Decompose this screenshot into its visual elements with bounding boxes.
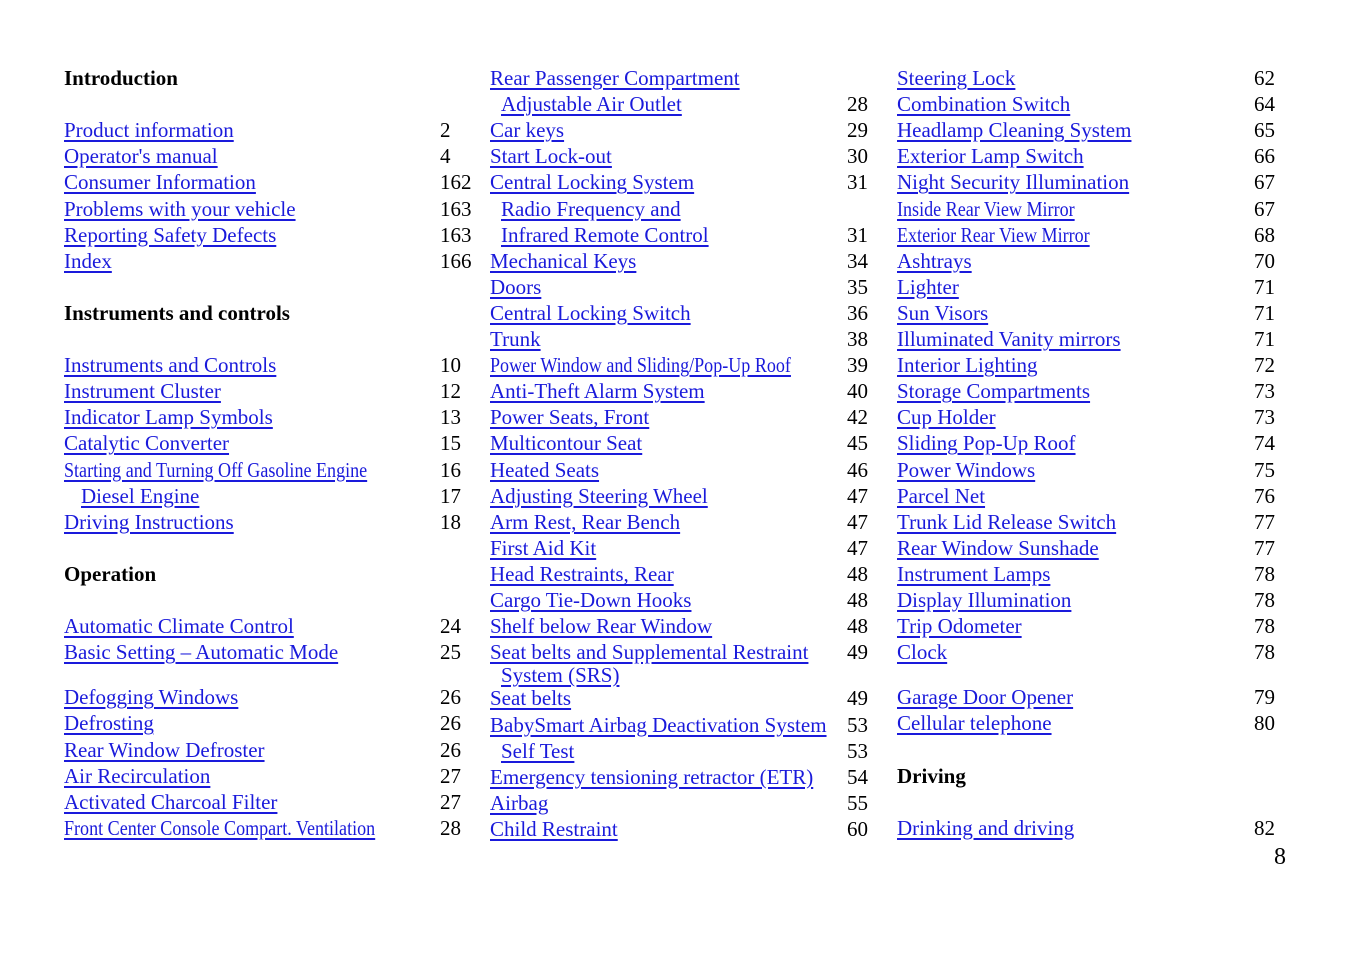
toc-page-number: 72 bbox=[1254, 353, 1275, 378]
page-number: 8 bbox=[1274, 844, 1286, 870]
toc-page-number: 2 bbox=[440, 118, 451, 143]
toc-entry bbox=[64, 378, 480, 404]
toc-page-number: 67 bbox=[1254, 170, 1275, 195]
toc-entry bbox=[897, 684, 1294, 710]
toc-page-number: 64 bbox=[1254, 92, 1275, 117]
toc-link[interactable]: Air Recirculation bbox=[64, 763, 211, 788]
toc-entry bbox=[490, 404, 887, 430]
toc-link[interactable]: Inside Rear View Mirror bbox=[897, 196, 1075, 221]
toc-link[interactable]: Reporting Safety Defects bbox=[64, 222, 277, 247]
toc-page-number: 26 bbox=[440, 685, 461, 710]
toc-entry bbox=[897, 483, 1294, 509]
toc-link[interactable]: Infrared Remote Control bbox=[501, 222, 709, 247]
toc-link[interactable]: Rear Window Sunshade bbox=[897, 535, 1099, 560]
toc-link[interactable]: Radio Frequency and bbox=[501, 196, 681, 221]
toc-link[interactable]: Defogging Windows bbox=[64, 685, 239, 710]
toc-page-number: 54 bbox=[847, 764, 868, 789]
toc-page-number: 65 bbox=[1254, 118, 1275, 143]
toc-entry bbox=[490, 509, 887, 535]
toc-entry bbox=[490, 222, 887, 248]
toc-link[interactable]: Activated Charcoal Filter bbox=[64, 789, 278, 814]
toc-entry bbox=[897, 196, 1294, 222]
toc-page-number: 18 bbox=[440, 509, 461, 534]
toc-link[interactable]: Cargo Tie-Down Hooks bbox=[490, 588, 692, 612]
toc-link[interactable]: Emergency tensioning retractor (ETR) bbox=[490, 764, 814, 789]
toc-entry bbox=[897, 274, 1294, 300]
toc-link[interactable]: System (SRS) bbox=[501, 663, 620, 688]
toc-entry bbox=[897, 613, 1294, 639]
toc-page-number: 4 bbox=[440, 144, 451, 169]
toc-link[interactable]: Product information bbox=[64, 118, 234, 143]
toc-page-number: 71 bbox=[1254, 274, 1275, 299]
toc-link[interactable]: First Aid Kit bbox=[490, 535, 597, 560]
toc-entry bbox=[897, 457, 1294, 483]
toc-link[interactable]: Airbag bbox=[490, 790, 549, 815]
toc-page-number: 70 bbox=[1254, 248, 1275, 273]
toc-link[interactable]: Rear Passenger Compartment bbox=[490, 66, 740, 90]
toc-page-number: 45 bbox=[847, 431, 868, 456]
toc-page-number: 47 bbox=[847, 509, 868, 534]
toc-page-number: 67 bbox=[1254, 196, 1275, 221]
toc-link[interactable]: Instrument Lamps bbox=[897, 561, 1051, 586]
toc-entry bbox=[490, 457, 887, 483]
toc-link[interactable]: Sun Visors bbox=[897, 300, 989, 325]
toc-entry bbox=[490, 639, 887, 665]
toc-link[interactable]: Garage Door Opener bbox=[897, 685, 1074, 710]
toc-link[interactable]: Central Locking System bbox=[490, 170, 695, 195]
toc-entry bbox=[490, 738, 887, 764]
toc-page-number: 28 bbox=[440, 815, 461, 840]
toc-page-number: 27 bbox=[440, 789, 461, 814]
toc-link[interactable]: Head Restraints, Rear bbox=[490, 561, 674, 586]
toc-page-number: 13 bbox=[440, 405, 461, 430]
toc-link[interactable]: Multicontour Seat bbox=[490, 431, 643, 456]
toc-link[interactable]: Defrosting bbox=[64, 711, 154, 736]
toc-page-number: 34 bbox=[847, 248, 868, 273]
toc-page-number: 29 bbox=[847, 118, 868, 143]
toc-entry bbox=[64, 196, 480, 222]
toc-link[interactable]: Catalytic Converter bbox=[64, 431, 230, 456]
toc-page-number: 30 bbox=[847, 144, 868, 169]
toc-page-number: 31 bbox=[847, 222, 868, 247]
toc-link[interactable]: Trunk bbox=[490, 327, 541, 351]
toc-entry bbox=[64, 684, 480, 710]
section-heading: Driving bbox=[897, 763, 966, 788]
toc-entry bbox=[490, 117, 887, 143]
toc-page-number: 76 bbox=[1254, 483, 1275, 508]
toc-page-number: 73 bbox=[1254, 405, 1275, 430]
toc-link[interactable]: Basic Setting – Automatic Mode bbox=[64, 640, 339, 665]
toc-page-number: 163 bbox=[440, 222, 472, 247]
toc-link[interactable]: Sliding Pop-Up Roof bbox=[897, 431, 1076, 456]
toc-entry bbox=[64, 815, 480, 841]
toc-entry bbox=[64, 639, 480, 665]
toc-entry bbox=[490, 169, 887, 195]
toc-entry bbox=[490, 378, 887, 404]
toc-page-number: 25 bbox=[440, 640, 461, 665]
toc-link[interactable]: Rear Window Defroster bbox=[64, 737, 265, 762]
toc-link[interactable]: Anti-Theft Alarm System bbox=[490, 379, 705, 404]
toc-link[interactable]: Consumer Information bbox=[64, 170, 256, 195]
toc-link[interactable]: Night Security Illumination bbox=[897, 170, 1130, 195]
toc-link[interactable]: Doors bbox=[490, 274, 542, 299]
toc-page-number: 26 bbox=[440, 711, 461, 736]
toc-page-number: 60 bbox=[847, 816, 868, 841]
toc-entry bbox=[897, 535, 1294, 561]
toc-link[interactable]: Front Center Console Compart. Ventilation bbox=[64, 815, 376, 840]
toc-link[interactable]: Combination Switch bbox=[897, 92, 1071, 117]
toc-page-number: 71 bbox=[1254, 300, 1275, 325]
toc-link[interactable]: Central Locking Switch bbox=[490, 300, 691, 325]
toc-entry bbox=[64, 248, 480, 274]
toc-page-number: 15 bbox=[440, 431, 461, 456]
toc-entry bbox=[64, 789, 480, 815]
toc-page-number: 55 bbox=[847, 790, 868, 815]
toc-entry bbox=[64, 352, 480, 378]
toc-entry bbox=[897, 430, 1294, 456]
toc-page-number: 16 bbox=[440, 457, 461, 482]
toc-entry bbox=[897, 222, 1294, 248]
toc-entry bbox=[64, 404, 480, 430]
toc-link[interactable]: Trunk Lid Release Switch bbox=[897, 509, 1117, 534]
toc-entry bbox=[490, 430, 887, 456]
toc-entry bbox=[490, 196, 887, 222]
toc-page-number: 49 bbox=[847, 640, 868, 665]
toc-entry bbox=[490, 65, 887, 91]
toc-link[interactable]: Exterior Lamp Switch bbox=[897, 144, 1084, 169]
toc-entry bbox=[64, 457, 480, 483]
section-heading: Introduction bbox=[64, 66, 178, 90]
toc-entry bbox=[897, 300, 1294, 326]
toc-entry bbox=[490, 300, 887, 326]
toc-page-number: 48 bbox=[847, 588, 868, 612]
toc-page-number: 163 bbox=[440, 196, 472, 221]
toc-entry bbox=[897, 143, 1294, 169]
toc-link[interactable]: Power Window and Sliding/Pop-Up Roof bbox=[490, 353, 791, 378]
toc-page-number: 162 bbox=[440, 170, 472, 195]
toc-entry bbox=[897, 326, 1294, 352]
toc-link[interactable]: Car keys bbox=[490, 118, 565, 143]
toc-link[interactable]: Illuminated Vanity mirrors bbox=[897, 327, 1121, 351]
toc-entry bbox=[897, 65, 1294, 91]
toc-entry bbox=[897, 404, 1294, 430]
toc-page-number: 82 bbox=[1254, 815, 1275, 840]
toc-page-number: 53 bbox=[847, 712, 868, 737]
toc-link[interactable]: Adjusting Steering Wheel bbox=[490, 483, 708, 508]
toc-entry bbox=[490, 535, 887, 561]
toc-entry bbox=[897, 352, 1294, 378]
toc-entry bbox=[897, 378, 1294, 404]
toc-page-number: 42 bbox=[847, 405, 868, 430]
toc-entry bbox=[64, 613, 480, 639]
toc-link[interactable]: Drinking and driving bbox=[897, 815, 1075, 840]
toc-link[interactable]: Seat belts bbox=[490, 686, 572, 711]
toc-page-number: 27 bbox=[440, 763, 461, 788]
toc-link[interactable]: Power Seats, Front bbox=[490, 405, 650, 430]
toc-link[interactable]: Self Test bbox=[501, 738, 575, 763]
section-heading: Operation bbox=[64, 561, 157, 586]
section-heading: Instruments and controls bbox=[64, 300, 290, 325]
toc-entry bbox=[64, 222, 480, 248]
toc-page-number: 48 bbox=[847, 561, 868, 586]
toc-entry bbox=[897, 509, 1294, 535]
toc-page-number: 78 bbox=[1254, 640, 1275, 665]
toc-link[interactable]: Clock bbox=[897, 640, 948, 665]
toc-link[interactable]: Parcel Net bbox=[897, 483, 986, 508]
toc-link[interactable]: Instruments and Controls bbox=[64, 353, 277, 378]
toc-entry bbox=[490, 662, 887, 688]
toc-page-number: 77 bbox=[1254, 535, 1275, 560]
toc-entry bbox=[897, 561, 1294, 587]
toc-page-number: 71 bbox=[1254, 327, 1275, 351]
toc-link[interactable]: Adjustable Air Outlet bbox=[501, 92, 682, 117]
toc-entry bbox=[64, 169, 480, 195]
toc-entry bbox=[897, 91, 1294, 117]
toc-entry bbox=[490, 352, 887, 378]
toc-entry bbox=[64, 430, 480, 456]
toc-link[interactable]: Cup Holder bbox=[897, 405, 996, 430]
toc-link[interactable]: Operator's manual bbox=[64, 144, 218, 169]
toc-entry bbox=[897, 117, 1294, 143]
toc-entry bbox=[64, 737, 480, 763]
toc-page-number: 80 bbox=[1254, 711, 1275, 736]
toc-link[interactable]: Shelf below Rear Window bbox=[490, 614, 713, 639]
toc-entry bbox=[490, 790, 887, 816]
toc-entry bbox=[490, 326, 887, 352]
toc-page-number: 36 bbox=[847, 300, 868, 325]
toc-entry bbox=[490, 274, 887, 300]
toc-link[interactable]: Seat belts and Supplemental Restraint bbox=[490, 640, 809, 665]
toc-entry bbox=[64, 710, 480, 736]
toc-page-number: 62 bbox=[1254, 66, 1275, 90]
toc-page-number: 49 bbox=[847, 686, 868, 711]
toc-link[interactable]: Instrument Cluster bbox=[64, 379, 221, 404]
toc-link[interactable]: Diesel Engine bbox=[81, 483, 200, 508]
toc-page-number: 78 bbox=[1254, 614, 1275, 639]
toc-page-number: 47 bbox=[847, 535, 868, 560]
toc-entry bbox=[490, 613, 887, 639]
toc-link[interactable]: Interior Lighting bbox=[897, 353, 1038, 378]
toc-page-number: 10 bbox=[440, 353, 461, 378]
toc-link[interactable]: Child Restraint bbox=[490, 816, 618, 841]
toc-page-number: 48 bbox=[847, 614, 868, 639]
toc-link[interactable]: Lighter bbox=[897, 274, 959, 299]
toc-entry bbox=[897, 587, 1294, 613]
toc-entry bbox=[64, 143, 480, 169]
toc-page-number: 46 bbox=[847, 457, 868, 482]
toc-entry bbox=[490, 685, 887, 711]
toc-page-number: 68 bbox=[1254, 222, 1275, 247]
toc-page-number: 66 bbox=[1254, 144, 1275, 169]
toc-link[interactable]: Heated Seats bbox=[490, 457, 600, 482]
toc-entry bbox=[64, 509, 480, 535]
toc-entry bbox=[490, 91, 887, 117]
toc-link[interactable]: Storage Compartments bbox=[897, 379, 1091, 404]
toc-page-number: 47 bbox=[847, 483, 868, 508]
toc-link[interactable]: Exterior Rear View Mirror bbox=[897, 222, 1090, 247]
toc-page-number: 35 bbox=[847, 274, 868, 299]
toc-entry bbox=[897, 710, 1294, 736]
toc-page-number: 12 bbox=[440, 379, 461, 404]
toc-link[interactable]: Driving Instructions bbox=[64, 509, 234, 534]
toc-page-number: 28 bbox=[847, 92, 868, 117]
toc-link[interactable]: Index bbox=[64, 248, 112, 273]
toc-page-number: 53 bbox=[847, 738, 868, 763]
toc-link[interactable]: Trip Odometer bbox=[897, 614, 1022, 639]
toc-page-number: 73 bbox=[1254, 379, 1275, 404]
toc-link[interactable]: BabySmart Airbag Deactivation System bbox=[490, 712, 827, 737]
toc-page-number: 38 bbox=[847, 327, 868, 351]
toc-link[interactable]: Start Lock-out bbox=[490, 144, 612, 169]
toc-link[interactable]: Problems with your vehicle bbox=[64, 196, 296, 221]
toc-entry bbox=[897, 248, 1294, 274]
toc-entry bbox=[897, 169, 1294, 195]
toc-link[interactable]: Starting and Turning Off Gasoline Engine bbox=[64, 457, 368, 482]
toc-link[interactable]: Mechanical Keys bbox=[490, 248, 637, 273]
toc-entry bbox=[490, 712, 887, 738]
toc-entry bbox=[64, 763, 480, 789]
toc-entry bbox=[64, 483, 480, 509]
toc-page-number: 31 bbox=[847, 170, 868, 195]
toc-page-number: 24 bbox=[440, 614, 461, 639]
toc-link[interactable]: Indicator Lamp Symbols bbox=[64, 405, 273, 430]
toc-link[interactable]: Steering Lock bbox=[897, 66, 1016, 90]
toc-page-number: 78 bbox=[1254, 561, 1275, 586]
toc-link[interactable]: Headlamp Cleaning System bbox=[897, 118, 1132, 143]
toc-page-number: 166 bbox=[440, 248, 472, 273]
toc-entry bbox=[490, 561, 887, 587]
toc-entry bbox=[897, 639, 1294, 665]
toc-page-number: 75 bbox=[1254, 457, 1275, 482]
toc-entry bbox=[490, 587, 887, 613]
toc-page-number: 78 bbox=[1254, 588, 1275, 612]
toc-link[interactable]: Cellular telephone bbox=[897, 711, 1052, 736]
toc-link[interactable]: Ashtrays bbox=[897, 248, 972, 273]
toc-entry bbox=[490, 143, 887, 169]
toc-link[interactable]: Power Windows bbox=[897, 457, 1036, 482]
toc-entry bbox=[490, 816, 887, 842]
toc-entry bbox=[490, 248, 887, 274]
toc-link[interactable]: Automatic Climate Control bbox=[64, 614, 294, 639]
toc-link[interactable]: Arm Rest, Rear Bench bbox=[490, 509, 681, 534]
toc-page-number: 77 bbox=[1254, 509, 1275, 534]
toc-page-number: 39 bbox=[847, 353, 868, 378]
toc-entry bbox=[64, 117, 480, 143]
toc-page-number: 79 bbox=[1254, 685, 1275, 710]
toc-page-number: 74 bbox=[1254, 431, 1275, 456]
toc-page-number: 40 bbox=[847, 379, 868, 404]
toc-page-number: 17 bbox=[440, 483, 461, 508]
toc-entry bbox=[490, 483, 887, 509]
toc-entry bbox=[490, 764, 887, 790]
toc-page-number: 26 bbox=[440, 737, 461, 762]
toc-link[interactable]: Display Illumination bbox=[897, 588, 1072, 612]
toc-entry bbox=[897, 815, 1294, 841]
